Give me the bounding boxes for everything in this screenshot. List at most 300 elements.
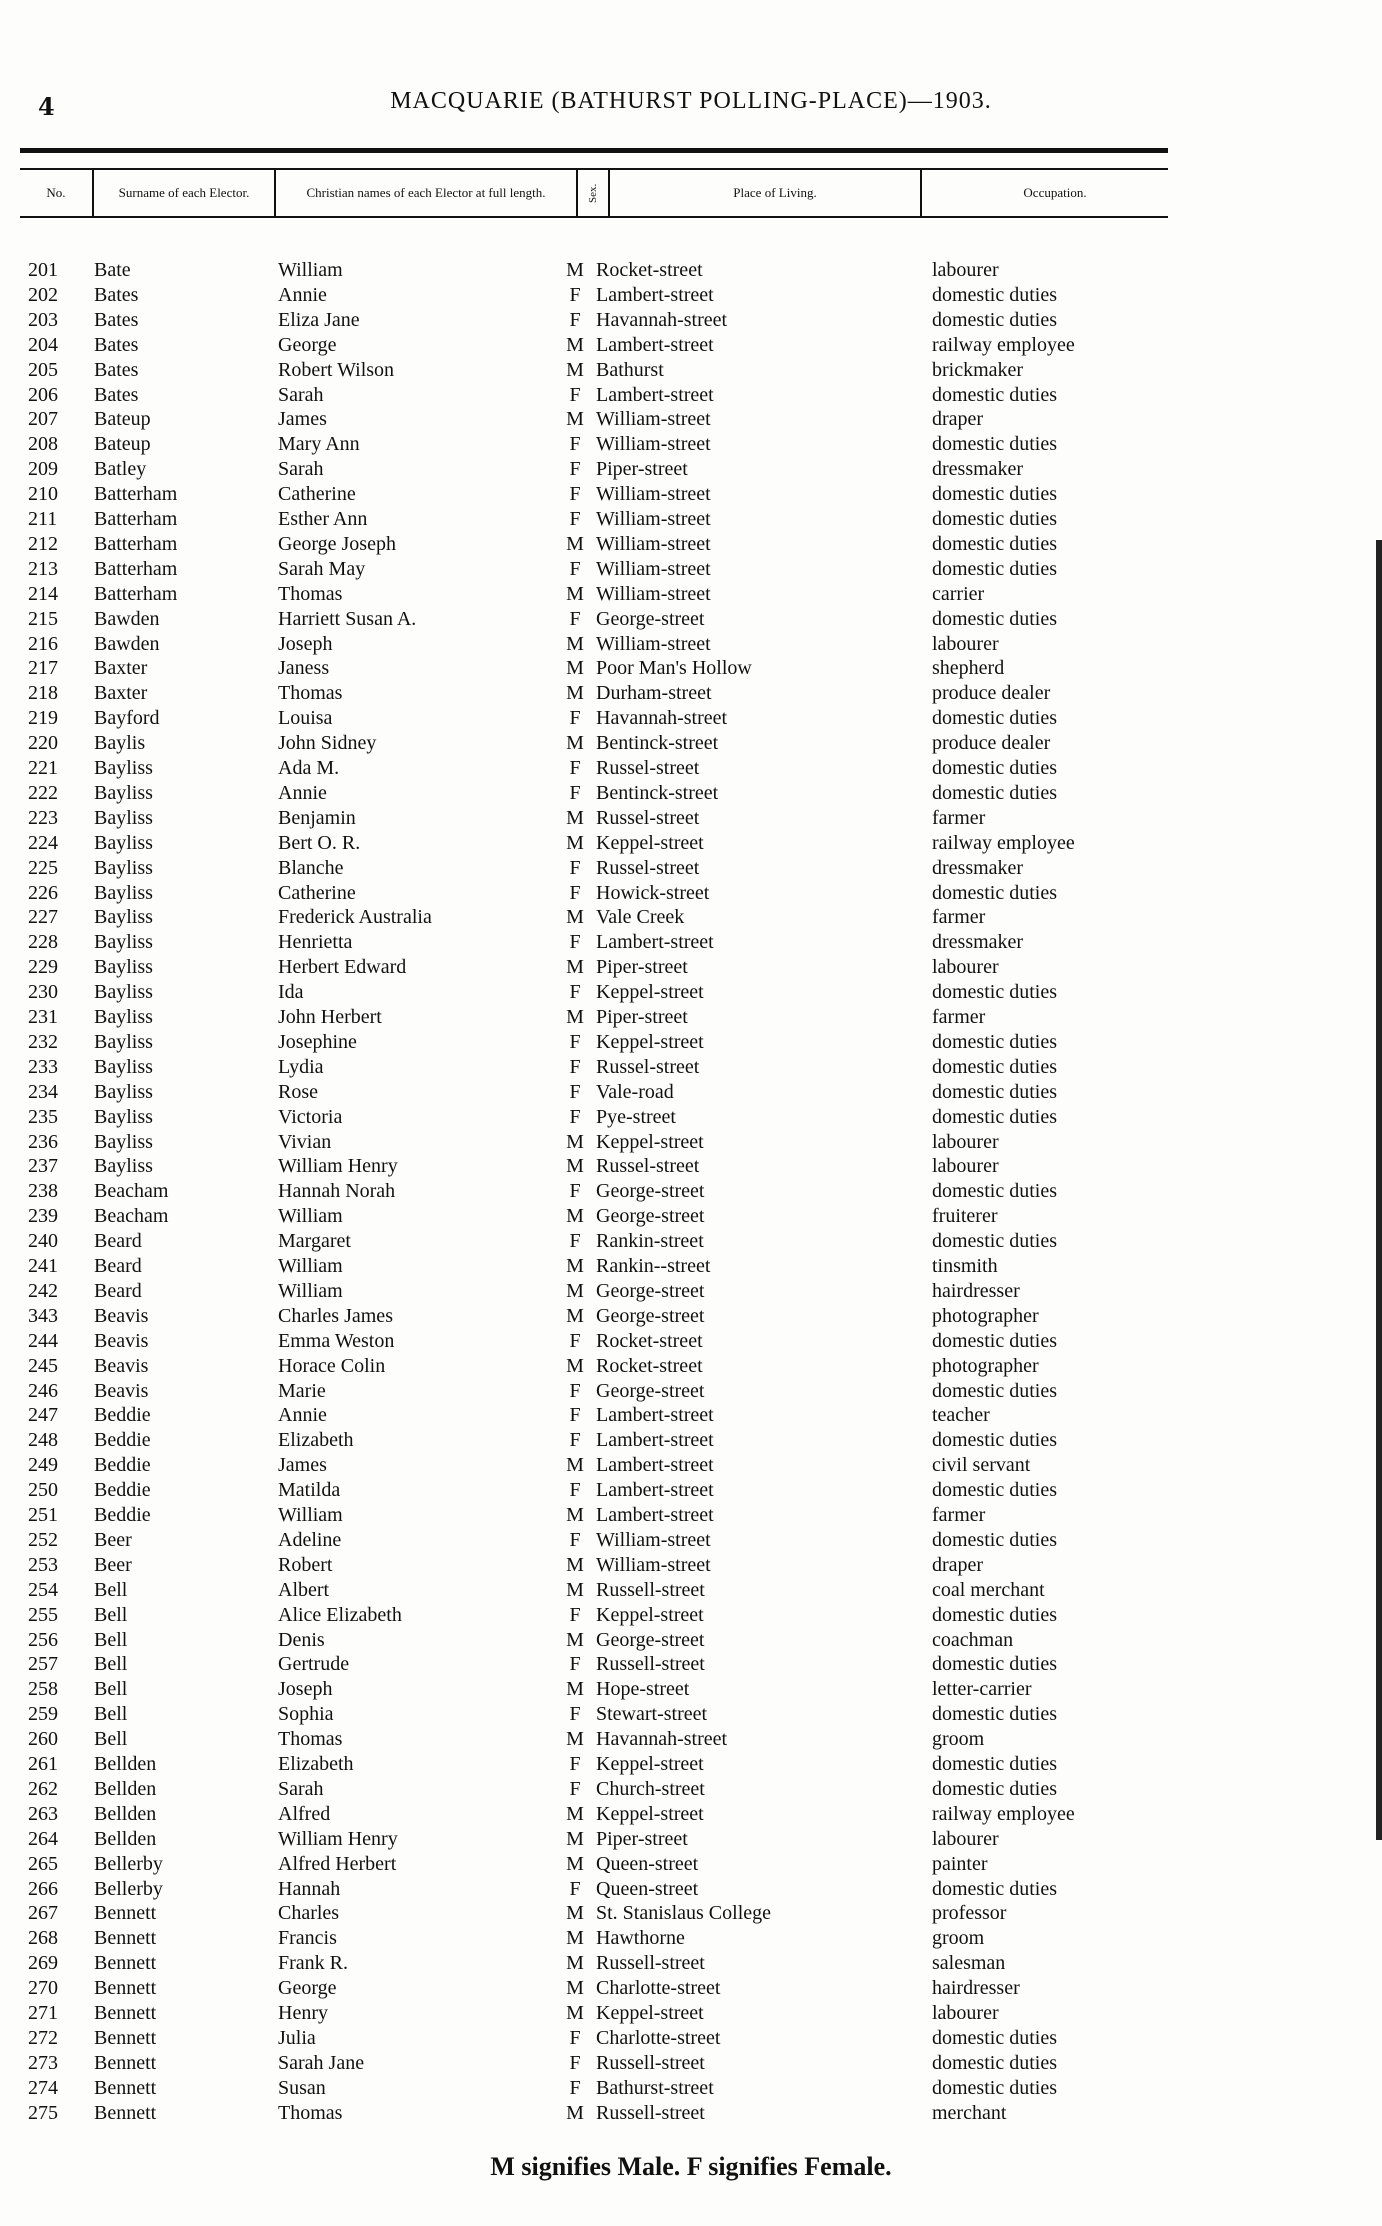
table-row: [0, 1055, 1382, 1080]
surname-cell: Beacham: [94, 1205, 169, 1228]
column-header-surname: Surname of each Elector.: [118, 185, 250, 200]
table-row: [0, 1229, 1382, 1254]
row-number: 227: [28, 906, 58, 929]
surname-cell: Beard: [94, 1255, 142, 1277]
row-number: 221: [28, 757, 58, 779]
row-number: 223: [28, 806, 58, 829]
table-row: [0, 1005, 1382, 1030]
occupation-cell: railway employee: [932, 333, 1075, 356]
occupation-cell: domestic duties: [932, 483, 1057, 506]
occupation-cell: tinsmith: [932, 1255, 998, 1277]
sex-cell: F: [569, 981, 581, 1004]
christian-names-cell: Gertrude: [278, 1653, 350, 1676]
sex-cell: M: [566, 1952, 584, 1975]
table-row: [0, 457, 1382, 482]
table-row: [0, 1154, 1382, 1179]
place-cell: Vale-road: [596, 1080, 674, 1103]
christian-names-cell: Henry: [278, 2002, 328, 2024]
sex-cell: M: [566, 1006, 584, 1028]
sex-cell: F: [569, 1105, 581, 1128]
table-row: [0, 632, 1382, 657]
row-number: 212: [28, 532, 58, 555]
sex-cell: F: [569, 283, 581, 306]
place-cell: Lambert-street: [596, 1479, 714, 1502]
row-number: 219: [28, 707, 58, 730]
place-cell: Russel-street: [596, 856, 700, 879]
table-row: [0, 706, 1382, 731]
sex-cell: F: [569, 607, 581, 630]
place-cell: Lambert-street: [596, 931, 714, 954]
surname-cell: Beavis: [94, 1354, 149, 1377]
sex-cell: M: [566, 906, 584, 929]
place-cell: Hawthorne: [596, 1927, 685, 1950]
occupation-cell: draper: [932, 1553, 984, 1576]
sex-cell: M: [566, 532, 584, 555]
place-cell: Charlotte-street: [596, 2026, 721, 2049]
place-cell: Stewart-street: [596, 1703, 708, 1726]
christian-names-cell: Janess: [278, 657, 330, 680]
place-cell: George-street: [596, 1628, 705, 1651]
row-number: 209: [28, 458, 58, 481]
christian-names-cell: Marie: [278, 1379, 326, 1402]
christian-names-cell: Annie: [278, 283, 327, 306]
column-divider: [274, 170, 276, 216]
sex-cell: M: [566, 1205, 584, 1228]
surname-cell: Bates: [94, 283, 139, 306]
surname-cell: Bates: [94, 383, 139, 406]
surname-cell: Bayliss: [94, 881, 153, 904]
row-number: 241: [28, 1255, 58, 1277]
column-header-place: Place of Living.: [733, 185, 817, 200]
place-cell: Havannah-street: [596, 308, 728, 331]
row-number: 245: [28, 1354, 58, 1377]
row-number: 253: [28, 1553, 58, 1576]
occupation-cell: labourer: [932, 956, 999, 979]
sex-cell: M: [566, 1130, 584, 1153]
place-cell: Rocket-street: [596, 259, 703, 281]
christian-names-cell: Hannah: [278, 1877, 341, 1900]
row-number: 222: [28, 781, 58, 804]
occupation-cell: domestic duties: [932, 1429, 1057, 1452]
surname-cell: Bennett: [94, 2026, 157, 2049]
christian-names-cell: Benjamin: [278, 806, 356, 829]
row-number: 230: [28, 981, 58, 1004]
table-row: [0, 407, 1382, 432]
row-number: 264: [28, 1827, 58, 1850]
row-number: 216: [28, 632, 58, 655]
christian-names-cell: Lydia: [278, 1055, 324, 1078]
place-cell: Lambert-street: [596, 1504, 714, 1526]
sex-cell: M: [566, 333, 584, 356]
surname-cell: Bennett: [94, 2101, 157, 2124]
surname-cell: Bellden: [94, 1777, 157, 1800]
sex-cell: F: [569, 2026, 581, 2049]
row-number: 266: [28, 1877, 58, 1900]
surname-cell: Baxter: [94, 657, 148, 680]
row-number: 270: [28, 1977, 58, 2000]
occupation-cell: coachman: [932, 1628, 1014, 1651]
row-number: 236: [28, 1130, 58, 1153]
row-number: 234: [28, 1080, 58, 1103]
column-divider: [92, 170, 94, 216]
row-number: 207: [28, 408, 58, 431]
header-rule-bottom: [20, 216, 1168, 218]
occupation-cell: farmer: [932, 1006, 986, 1028]
surname-cell: Bellden: [94, 1802, 157, 1825]
table-row: [0, 856, 1382, 881]
table-row: [0, 582, 1382, 607]
christian-names-cell: Thomas: [278, 582, 343, 605]
sex-cell: F: [569, 781, 581, 804]
row-number: 235: [28, 1105, 58, 1128]
occupation-cell: produce dealer: [932, 682, 1051, 705]
surname-cell: Bayliss: [94, 1155, 153, 1178]
christian-names-cell: Francis: [278, 1927, 337, 1950]
table-row: [0, 432, 1382, 457]
christian-names-cell: William Henry: [278, 1827, 398, 1850]
table-row: [0, 2076, 1382, 2101]
christian-names-cell: William Henry: [278, 1155, 398, 1178]
place-cell: William-street: [596, 433, 711, 456]
place-cell: George-street: [596, 607, 705, 630]
occupation-cell: railway employee: [932, 831, 1075, 854]
surname-cell: Batterham: [94, 582, 178, 605]
sex-cell: M: [566, 732, 584, 755]
sex-cell: F: [569, 308, 581, 331]
surname-cell: Beard: [94, 1279, 142, 1302]
sex-cell: F: [569, 1753, 581, 1775]
occupation-cell: labourer: [932, 1827, 999, 1850]
surname-cell: Bennett: [94, 2076, 157, 2099]
surname-cell: Batterham: [94, 483, 178, 506]
place-cell: Russell-street: [596, 2101, 705, 2124]
place-cell: Keppel-street: [596, 1130, 704, 1153]
page-edge: [1376, 540, 1382, 1840]
column-header-no: No.: [46, 185, 66, 200]
table-row: [0, 1254, 1382, 1279]
christian-names-cell: Ada M.: [278, 757, 340, 779]
table-row: [0, 781, 1382, 806]
place-cell: Rocket-street: [596, 1354, 703, 1377]
sex-cell: F: [569, 881, 581, 904]
sex-cell: F: [569, 1479, 581, 1502]
column-divider: [576, 170, 578, 216]
table-row: [0, 557, 1382, 582]
occupation-cell: domestic duties: [932, 1230, 1057, 1253]
surname-cell: Bell: [94, 1678, 128, 1701]
sex-cell: F: [569, 1329, 581, 1352]
christian-names-cell: William: [278, 1279, 343, 1302]
sex-cell: M: [566, 1578, 584, 1601]
occupation-cell: domestic duties: [932, 508, 1057, 530]
place-cell: Lambert-street: [596, 333, 714, 356]
christian-names-cell: Mary Ann: [278, 433, 360, 456]
christian-names-cell: George: [278, 333, 337, 356]
surname-cell: Bates: [94, 333, 139, 356]
place-cell: George-street: [596, 1279, 705, 1302]
christian-names-cell: Julia: [278, 2026, 316, 2049]
row-number: 248: [28, 1429, 58, 1452]
sex-cell: F: [569, 1528, 581, 1551]
place-cell: Lambert-street: [596, 1454, 714, 1477]
place-cell: Bathurst-street: [596, 2076, 714, 2099]
sex-cell: F: [569, 1055, 581, 1078]
table-row: [0, 1553, 1382, 1578]
table-row: [0, 1802, 1382, 1827]
christian-names-cell: Thomas: [278, 1728, 343, 1751]
christian-names-cell: Sarah: [278, 1777, 324, 1800]
table-row: [0, 1304, 1382, 1329]
occupation-cell: domestic duties: [932, 2051, 1057, 2074]
column-divider: [608, 170, 610, 216]
surname-cell: Bellerby: [94, 1852, 163, 1875]
surname-cell: Bayliss: [94, 856, 153, 879]
occupation-cell: domestic duties: [932, 1180, 1057, 1203]
surname-cell: Bateup: [94, 408, 151, 431]
place-cell: Russell-street: [596, 1578, 705, 1601]
sex-cell: M: [566, 1504, 584, 1526]
row-number: 272: [28, 2026, 58, 2049]
row-number: 251: [28, 1504, 58, 1526]
christian-names-cell: Albert: [278, 1578, 330, 1601]
place-cell: Russel-street: [596, 1055, 700, 1078]
row-number: 210: [28, 483, 58, 506]
row-number: 201: [28, 259, 58, 281]
surname-cell: Bell: [94, 1728, 128, 1751]
christian-names-cell: Robert: [278, 1553, 333, 1576]
sex-cell: M: [566, 358, 584, 381]
table-row: [0, 756, 1382, 781]
surname-cell: Bayliss: [94, 757, 153, 779]
table-row: [0, 1901, 1382, 1926]
occupation-cell: photographer: [932, 1304, 1039, 1327]
surname-cell: Bayliss: [94, 781, 153, 804]
row-number: 215: [28, 607, 58, 630]
table-row: [0, 308, 1382, 333]
surname-cell: Bell: [94, 1653, 128, 1676]
surname-cell: Bayliss: [94, 906, 153, 929]
table-row: [0, 482, 1382, 507]
surname-cell: Bates: [94, 358, 139, 381]
christian-names-cell: Sarah: [278, 383, 324, 406]
row-number: 256: [28, 1628, 58, 1651]
sex-cell: F: [569, 1877, 581, 1900]
sex-cell: M: [566, 1354, 584, 1377]
place-cell: William-street: [596, 508, 711, 530]
sex-cell: M: [566, 1728, 584, 1751]
christian-names-cell: Hannah Norah: [278, 1180, 396, 1203]
christian-names-cell: Matilda: [278, 1479, 341, 1502]
table-row: [0, 1030, 1382, 1055]
sex-cell: M: [566, 2101, 584, 2124]
christian-names-cell: Blanche: [278, 856, 344, 879]
column-header-christian-names: Christian names of each Elector at full length.: [306, 185, 546, 200]
place-cell: Piper-street: [596, 1006, 688, 1028]
row-number: 275: [28, 2101, 58, 2124]
sex-cell: F: [569, 1080, 581, 1103]
table-row: [0, 1777, 1382, 1802]
christian-names-cell: William: [278, 1255, 343, 1277]
surname-cell: Batterham: [94, 508, 178, 530]
row-number: 267: [28, 1902, 58, 1925]
occupation-cell: domestic duties: [932, 1105, 1057, 1128]
place-cell: Piper-street: [596, 458, 688, 481]
christian-names-cell: Margaret: [278, 1230, 351, 1253]
sex-cell: F: [569, 1429, 581, 1452]
christian-names-cell: Joseph: [278, 1678, 333, 1701]
surname-cell: Bell: [94, 1603, 128, 1626]
surname-cell: Beavis: [94, 1329, 149, 1352]
christian-names-cell: Alfred: [278, 1802, 331, 1825]
table-row: [0, 1727, 1382, 1752]
surname-cell: Beer: [94, 1553, 132, 1576]
surname-cell: Bawden: [94, 607, 160, 630]
table-row: [0, 806, 1382, 831]
occupation-cell: domestic duties: [932, 1753, 1057, 1775]
table-row: [0, 1478, 1382, 1503]
place-cell: Keppel-street: [596, 2002, 704, 2024]
sex-cell: M: [566, 2002, 584, 2024]
sex-cell: F: [569, 1404, 581, 1427]
table-row: [0, 1279, 1382, 1304]
table-row: [0, 1852, 1382, 1877]
christian-names-cell: Joseph: [278, 632, 333, 655]
christian-names-cell: Elizabeth: [278, 1753, 354, 1775]
occupation-cell: brickmaker: [932, 358, 1024, 381]
table-row: [0, 930, 1382, 955]
occupation-cell: domestic duties: [932, 1030, 1057, 1053]
sex-cell: M: [566, 1827, 584, 1850]
occupation-cell: domestic duties: [932, 557, 1057, 580]
occupation-cell: railway employee: [932, 1802, 1075, 1825]
place-cell: Russel-street: [596, 757, 700, 779]
christian-names-cell: George Joseph: [278, 532, 396, 555]
christian-names-cell: Harriett Susan A.: [278, 607, 417, 630]
place-cell: Vale Creek: [596, 906, 685, 929]
sex-cell: F: [569, 856, 581, 879]
table-row: [0, 1403, 1382, 1428]
surname-cell: Bayliss: [94, 1130, 153, 1153]
surname-cell: Bellden: [94, 1827, 157, 1850]
row-number: 220: [28, 732, 58, 755]
table-row: [0, 2101, 1382, 2126]
christian-names-cell: Horace Colin: [278, 1354, 386, 1377]
place-cell: Keppel-street: [596, 1030, 704, 1053]
sex-cell: M: [566, 831, 584, 854]
surname-cell: Bennett: [94, 1927, 157, 1950]
occupation-cell: domestic duties: [932, 1379, 1057, 1402]
sex-cell: F: [569, 1653, 581, 1676]
christian-names-cell: Frederick Australia: [278, 906, 432, 929]
row-number: 225: [28, 856, 58, 879]
occupation-cell: farmer: [932, 806, 986, 829]
surname-cell: Bennett: [94, 1902, 157, 1925]
occupation-cell: merchant: [932, 2101, 1007, 2124]
occupation-cell: domestic duties: [932, 1703, 1057, 1726]
table-row: [0, 1652, 1382, 1677]
row-number: 271: [28, 2002, 58, 2024]
row-number: 204: [28, 333, 58, 356]
column-divider: [920, 170, 922, 216]
place-cell: Howick-street: [596, 881, 710, 904]
table-row: [0, 507, 1382, 532]
christian-names-cell: John Sidney: [278, 732, 377, 755]
surname-cell: Bayford: [94, 707, 160, 730]
place-cell: George-street: [596, 1205, 705, 1228]
occupation-cell: labourer: [932, 259, 999, 281]
place-cell: George-street: [596, 1304, 705, 1327]
row-number: 257: [28, 1653, 58, 1676]
surname-cell: Beacham: [94, 1180, 169, 1203]
table-row: [0, 2001, 1382, 2026]
place-cell: Charlotte-street: [596, 1977, 721, 2000]
occupation-cell: domestic duties: [932, 781, 1057, 804]
sex-cell: M: [566, 1255, 584, 1277]
row-number: 255: [28, 1603, 58, 1626]
place-cell: Bentinck-street: [596, 732, 719, 755]
christian-names-cell: Vivian: [278, 1130, 332, 1153]
surname-cell: Beavis: [94, 1304, 149, 1327]
occupation-cell: domestic duties: [932, 607, 1057, 630]
table-row: [0, 1752, 1382, 1777]
christian-names-cell: Sarah Jane: [278, 2051, 365, 2074]
christian-names-cell: Henrietta: [278, 931, 353, 954]
table-row: [0, 656, 1382, 681]
occupation-cell: labourer: [932, 632, 999, 655]
table-row: [0, 1453, 1382, 1478]
christian-names-cell: John Herbert: [278, 1006, 382, 1028]
sex-cell: F: [569, 2076, 581, 2099]
christian-names-cell: William: [278, 1205, 343, 1228]
row-number: 269: [28, 1952, 58, 1975]
christian-names-cell: Susan: [278, 2076, 326, 2099]
sex-cell: M: [566, 1553, 584, 1576]
row-number: 238: [28, 1180, 58, 1203]
surname-cell: Bellden: [94, 1753, 157, 1775]
row-number: 246: [28, 1379, 58, 1402]
surname-cell: Batterham: [94, 557, 178, 580]
surname-cell: Bayliss: [94, 1105, 153, 1128]
place-cell: Keppel-street: [596, 981, 704, 1004]
christian-names-cell: William: [278, 1504, 343, 1526]
christian-names-cell: Thomas: [278, 2101, 343, 2124]
place-cell: Russell-street: [596, 2051, 705, 2074]
christian-names-cell: Annie: [278, 1404, 327, 1427]
occupation-cell: domestic duties: [932, 881, 1057, 904]
occupation-cell: produce dealer: [932, 732, 1051, 755]
occupation-cell: domestic duties: [932, 532, 1057, 555]
row-number: 202: [28, 283, 58, 306]
surname-cell: Bell: [94, 1578, 128, 1601]
page-title: MACQUARIE (BATHURST POLLING-PLACE)—1903.: [390, 88, 992, 114]
sex-cell: F: [569, 2051, 581, 2074]
surname-cell: Bennett: [94, 2051, 157, 2074]
table-row: [0, 1877, 1382, 1902]
place-cell: Rankin-street: [596, 1230, 704, 1253]
table-row: [0, 731, 1382, 756]
table-row: [0, 1354, 1382, 1379]
table-row: [0, 980, 1382, 1005]
occupation-cell: domestic duties: [932, 308, 1057, 331]
place-cell: Bathurst: [596, 358, 664, 381]
table-row: [0, 1578, 1382, 1603]
christian-names-cell: George: [278, 1977, 337, 2000]
occupation-cell: domestic duties: [932, 1055, 1057, 1078]
christian-names-cell: Alice Elizabeth: [278, 1603, 402, 1626]
place-cell: Russell-street: [596, 1653, 705, 1676]
sex-cell: M: [566, 1852, 584, 1875]
surname-cell: Bell: [94, 1628, 128, 1651]
